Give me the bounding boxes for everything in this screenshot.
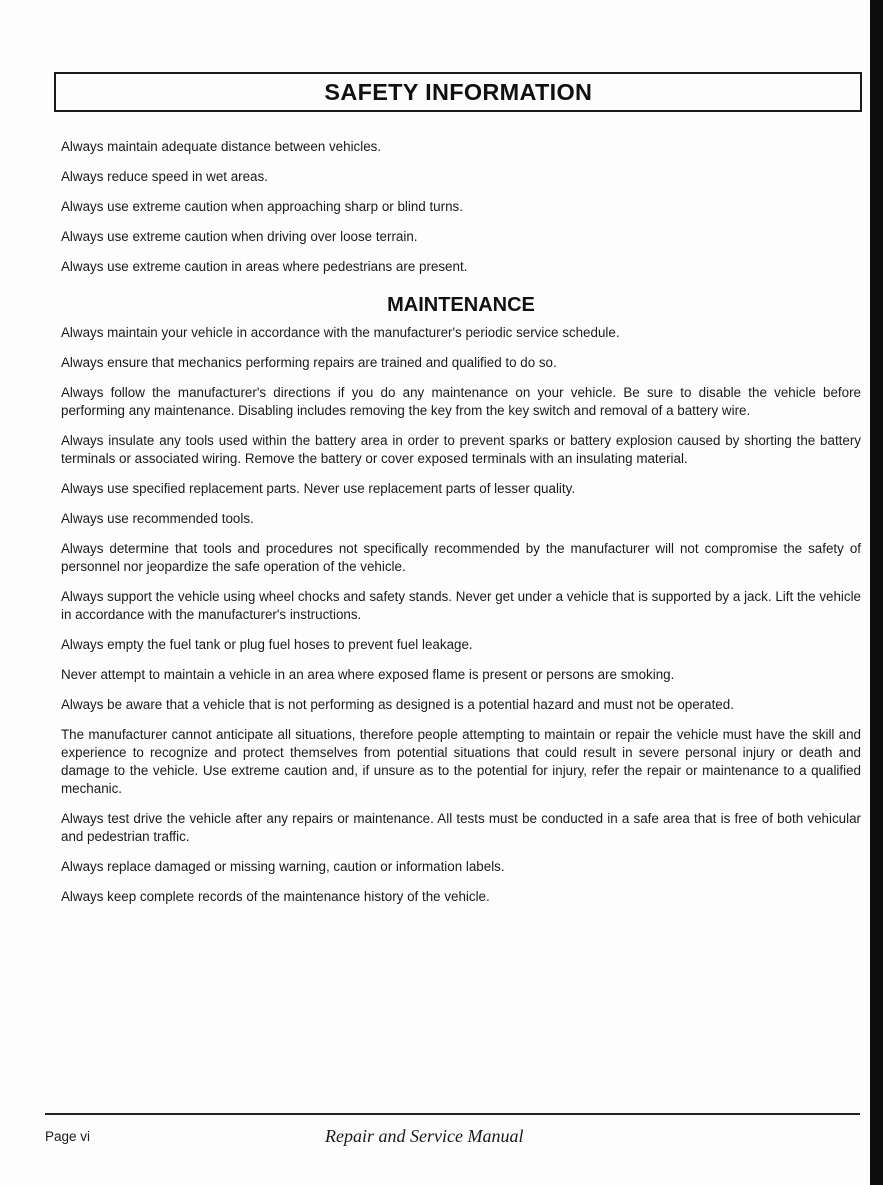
maintenance-item: Always support the vehicle using wheel chocks and safety stands. Never get under a vehicle that is supported by a jack. Lift the vehicle in accordance with the manufacturer's instructions.	[61, 589, 861, 622]
page-number: Page vi	[45, 1129, 91, 1144]
maintenance-item: Never attempt to maintain a vehicle in an area where exposed flame is present or persons are smoking.	[61, 667, 675, 682]
safety-item: Always reduce speed in wet areas.	[61, 169, 268, 184]
maintenance-item: Always determine that tools and procedures not specifically recommended by the manufacturer will not compromise the safety of personnel nor jeopardize the safe operation of the vehicle.	[61, 541, 861, 574]
maintenance-item: Always maintain your vehicle in accordance with the manufacturer's periodic service schedule.	[61, 325, 620, 340]
maintenance-item: Always ensure that mechanics performing repairs are trained and qualified to do so.	[61, 355, 557, 370]
maintenance-item: Always be aware that a vehicle that is not performing as designed is a potential hazard and must not be operated.	[61, 697, 734, 712]
maintenance-heading: MAINTENANCE	[387, 294, 535, 316]
maintenance-item: Always insulate any tools used within the battery area in order to prevent sparks or battery explosion caused by shorting the battery terminals or associated wiring. Remove the battery or cover exposed terminals with an insulating material.	[61, 433, 861, 466]
safety-item: Always use extreme caution when approaching sharp or blind turns.	[61, 199, 463, 214]
document-body	[61, 138, 861, 918]
section-title-box	[54, 72, 862, 112]
manual-title: Repair and Service Manual	[325, 1126, 524, 1146]
maintenance-item: Always test drive the vehicle after any repairs or maintenance. All tests must be conducted in a safe area that is free of both vehicular and pedestrian traffic.	[61, 811, 861, 844]
safety-item: Always use extreme caution in areas where pedestrians are present.	[61, 259, 468, 274]
safety-item: Always use extreme caution when driving over loose terrain.	[61, 229, 418, 244]
scan-edge-bar	[870, 0, 883, 1185]
maintenance-item: Always follow the manufacturer's directions if you do any maintenance on your vehicle. Be sure to disable the vehicle before performing any maintenance. Disabling includes removing the key from the key switch and removal of a battery wire.	[61, 385, 861, 418]
maintenance-item: Always replace damaged or missing warning, caution or information labels.	[61, 859, 505, 874]
maintenance-item: Always use specified replacement parts. Never use replacement parts of lesser quality.	[61, 481, 576, 496]
maintenance-item: Always keep complete records of the maintenance history of the vehicle.	[61, 889, 490, 904]
safety-item: Always maintain adequate distance between vehicles.	[61, 139, 382, 154]
page-title: SAFETY INFORMATION	[324, 78, 592, 105]
maintenance-item: Always use recommended tools.	[61, 511, 254, 526]
footer-divider	[45, 1113, 860, 1115]
maintenance-item: Always empty the fuel tank or plug fuel hoses to prevent fuel leakage.	[61, 637, 473, 652]
maintenance-item: The manufacturer cannot anticipate all situations, therefore people attempting to maintain or repair the vehicle must have the skill and experience to recognize and protect themselves from potential situations that could result in severe personal injury or death and damage to the vehicle. Use extreme caution and, if unsure as to the potential for injury, refer the repair or maintenance to a qualified mechanic.	[61, 727, 861, 796]
